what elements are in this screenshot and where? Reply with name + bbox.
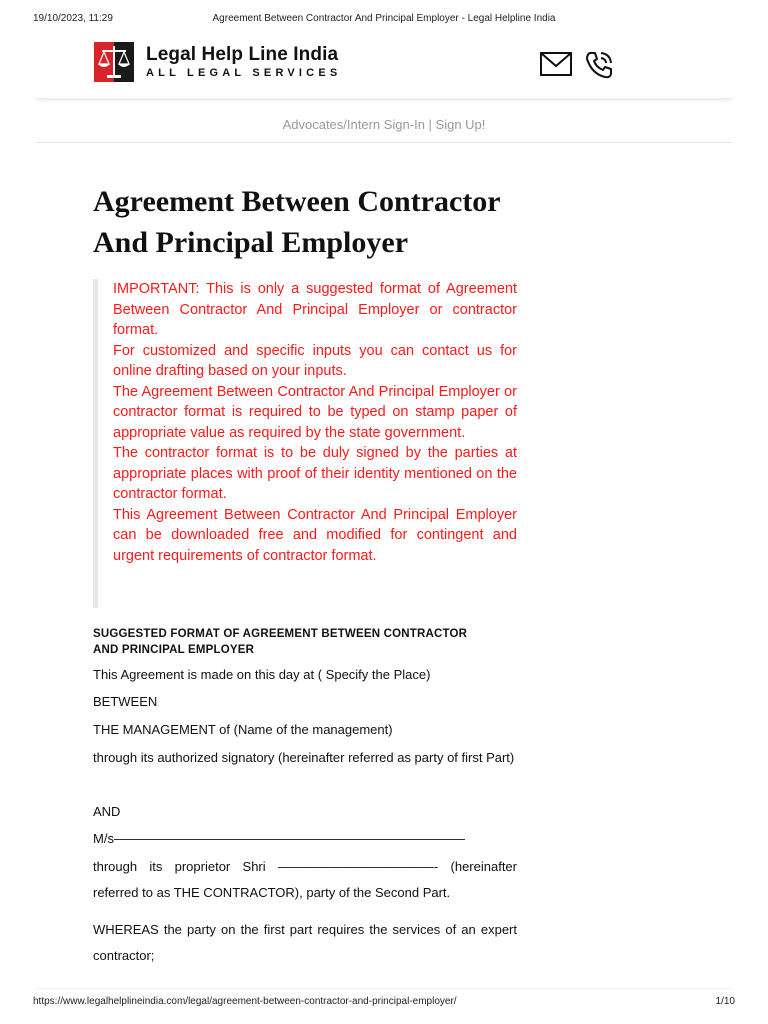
body-paragraph: WHEREAS the party on the first part requires the services of an expert contractor;	[93, 922, 517, 963]
body-paragraph: This Agreement is made on this day at ( Specify the Place)	[93, 667, 431, 682]
print-header	[0, 13, 768, 27]
signin-link[interactable]	[0, 117, 768, 132]
notice-paragraph: This Agreement Between Contractor And Principal Employer can be downloaded free and modified for contingent and urgent requirements of contractor format.	[113, 506, 517, 564]
page-number: 1/10	[715, 996, 735, 1007]
important-notice	[93, 279, 517, 608]
print-url: https://www.legalhelplineindia.com/legal/agreement-between-contractor-and-principal-employer/	[33, 996, 457, 1007]
mail-icon[interactable]	[540, 52, 572, 76]
body-paragraph: M/s———————————————————————————	[93, 831, 465, 846]
phone-icon[interactable]	[584, 50, 614, 80]
footer-divider	[36, 988, 732, 989]
body-paragraph: AND	[93, 804, 121, 819]
print-page-title: Agreement Between Contractor And Principal Employer - Legal Helpline India	[212, 13, 556, 24]
page-title: Agreement Between Contractor And Principal Employer	[93, 185, 501, 259]
body-paragraph: through its proprietor Shri ————————————- (hereinafter referred to as THE CONTRACTOR), party of the Second Part.	[93, 859, 517, 900]
format-heading: SUGGESTED FORMAT OF AGREEMENT BETWEEN CONTRACTOR AND PRINCIPAL EMPLOYER	[93, 628, 468, 656]
body-paragraph: BETWEEN	[93, 694, 158, 709]
print-footer	[0, 996, 768, 1010]
brand-name[interactable]: Legal Help Line India	[146, 44, 339, 65]
notice-paragraph: The Agreement Between Contractor And Principal Employer or contractor format is required to be typed on stamp paper of appropriate value as required by the state government.	[113, 383, 517, 441]
header-divider	[36, 142, 732, 143]
site-header	[36, 32, 732, 99]
signin-text[interactable]: Advocates/Intern Sign-In | Sign Up!	[282, 117, 486, 132]
notice-paragraph: For customized and specific inputs you can contact us for online drafting based on your inputs.	[113, 342, 517, 379]
scales-logo-icon[interactable]	[94, 42, 134, 82]
body-paragraph: through its authorized signatory (hereinafter referred as party of first Part)	[93, 750, 515, 765]
print-datetime: 19/10/2023, 11:29	[33, 13, 113, 24]
notice-paragraph: The contractor format is to be duly signed by the parties at appropriate places with proof of their identity mentioned on the contractor format.	[113, 445, 517, 502]
body-paragraph: THE MANAGEMENT of (Name of the management)	[93, 722, 393, 737]
notice-paragraph: IMPORTANT: This is only a suggested format of Agreement Between Contractor And Principal Employer or contractor format.	[113, 281, 517, 338]
brand-tagline: ALL LEGAL SERVICES	[146, 67, 342, 79]
